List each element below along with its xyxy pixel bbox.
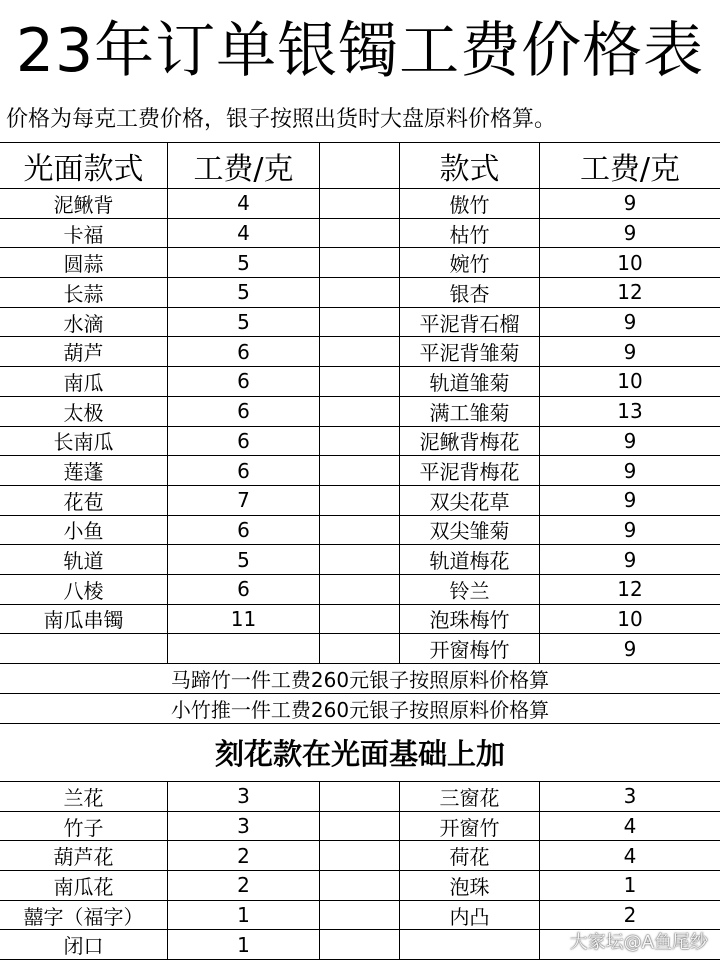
fee-value: 6 [168,337,320,366]
table-row [0,901,720,931]
style-name: 葫芦花 [0,841,168,870]
style-name: 南瓜花 [0,871,168,900]
style-name: 闭口 [0,930,168,959]
fee-value: 7 [168,486,320,515]
style-name-2 [400,930,540,959]
fee-value: 3 [168,782,320,811]
fee-value-2: 9 [623,339,637,364]
table-header-row [0,143,720,189]
note-small-bamboo: 小竹推一件工费260元银子按照原料价格算 [170,698,550,722]
style-name-2: 平泥背雏菊 [400,337,540,366]
table-row [0,486,720,516]
pricing-note: 价格为每克工费价格，银子按照出货时大盘原料价格算。 [6,106,557,132]
style-name: 南瓜 [0,367,168,396]
style-name-2: 内凸 [400,901,540,930]
style-name: 圆蒜 [0,248,168,277]
table-row [0,605,720,635]
table-row [0,308,720,338]
fee-value-2: 10 [617,369,643,394]
fee-value-2: 9 [623,488,637,513]
fee-value-2: 9 [623,191,637,216]
style-name: 葫芦 [0,337,168,366]
fee-value: 6 [168,456,320,485]
note-mati-bamboo: 马蹄竹一件工费260元银子按照原料价格算 [170,668,550,692]
spacer [320,930,400,959]
style-name-2: 平泥背梅花 [400,456,540,485]
fee-value-2: 4 [623,814,637,839]
watermark: 大家坛@A鱼尾纱 [569,932,708,953]
style-name: 莲蓬 [0,456,168,485]
style-name-2: 平泥背石榴 [400,308,540,337]
fee-value: 6 [168,367,320,396]
engrave-section-title: 刻花款在光面基础上加 [214,737,505,771]
spacer [320,189,400,218]
fee-value: 2 [168,871,320,900]
spacer [320,308,400,337]
style-name: 囍字（福字） [0,901,168,930]
fee-value-2: 13 [617,399,643,424]
header-plain-style: 光面款式 [0,143,168,188]
spacer [320,397,400,426]
style-name-2: 双尖花草 [400,486,540,515]
section-row [0,724,720,782]
spacer [320,901,400,930]
spacer [320,516,400,545]
spacer [320,248,400,277]
style-name: 南瓜串镯 [0,605,168,634]
price-rows [0,189,720,664]
fee-value-2: 9 [623,428,637,453]
table-row [0,367,720,397]
table-row [0,812,720,842]
style-name-2: 婉竹 [400,248,540,277]
fee-value: 1 [168,930,320,959]
fee-value: 6 [168,427,320,456]
fee-value-2: 9 [623,517,637,542]
spacer [320,486,400,515]
spacer [320,575,400,604]
fee-value-2: 2 [623,903,637,928]
fee-value: 3 [168,812,320,841]
table-row [0,782,720,812]
spacer [320,337,400,366]
style-name: 水滴 [0,308,168,337]
style-name-2: 双尖雏菊 [400,516,540,545]
table-row [0,871,720,901]
fee-value: 5 [168,278,320,307]
table-row [0,337,720,367]
spacer [320,782,400,811]
fee-value-2: 12 [617,577,643,602]
style-name: 长南瓜 [0,427,168,456]
fee-value-2: 10 [617,250,643,275]
main-price-table [0,142,720,960]
table-row [0,248,720,278]
table-row [0,427,720,457]
style-name-2: 傲竹 [400,189,540,218]
spacer [320,367,400,396]
style-name-2: 泡珠梅竹 [400,605,540,634]
note-row [0,694,720,724]
spacer [320,278,400,307]
header-fee-per-gram: 工费/克 [168,143,320,188]
style-name: 轨道 [0,545,168,574]
table-row [0,278,720,308]
style-name: 长蒜 [0,278,168,307]
fee-value: 5 [168,248,320,277]
header-spacer [320,143,400,188]
style-name [0,634,168,663]
fee-value: 5 [168,308,320,337]
style-name: 太极 [0,397,168,426]
spacer [320,634,400,663]
spacer [320,427,400,456]
table-row [0,189,720,219]
table-row [0,219,720,249]
style-name-2: 铃兰 [400,575,540,604]
fee-value [168,634,320,663]
spacer [320,871,400,900]
fee-value-2: 9 [623,547,637,572]
fee-value: 5 [168,545,320,574]
fee-value: 2 [168,841,320,870]
fee-value-2: 9 [623,310,637,335]
fee-value: 4 [168,189,320,218]
style-name: 兰花 [0,782,168,811]
fee-value: 6 [168,516,320,545]
spacer [320,545,400,574]
fee-value: 4 [168,219,320,248]
style-name: 八棱 [0,575,168,604]
note-row [0,664,720,694]
header-style: 款式 [400,143,540,188]
fee-value: 11 [168,605,320,634]
style-name-2: 开窗梅竹 [400,634,540,663]
style-name: 花苞 [0,486,168,515]
style-name-2: 轨道雏菊 [400,367,540,396]
table-row [0,545,720,575]
header-fee-per-gram-2: 工费/克 [579,151,681,187]
fee-value: 1 [168,901,320,930]
fee-value-2: 10 [617,606,643,631]
spacer [320,812,400,841]
style-name-2: 银杏 [400,278,540,307]
style-name: 泥鳅背 [0,189,168,218]
spacer [320,456,400,485]
style-name: 小鱼 [0,516,168,545]
style-name-2: 开窗竹 [400,812,540,841]
fee-value-2: 3 [623,784,637,809]
spacer [320,841,400,870]
style-name-2: 荷花 [400,841,540,870]
style-name-2: 泥鳅背梅花 [400,427,540,456]
table-row [0,841,720,871]
table-row [0,575,720,605]
fee-value-2: 9 [623,458,637,483]
spacer [320,219,400,248]
table-row [0,516,720,546]
fee-value-2: 12 [617,280,643,305]
fee-value-2: 9 [623,636,637,661]
style-name-2: 泡珠 [400,871,540,900]
table-row [0,456,720,486]
fee-value: 6 [168,397,320,426]
fee-value: 6 [168,575,320,604]
fee-value-2: 9 [623,221,637,246]
style-name-2: 枯竹 [400,219,540,248]
spacer [320,605,400,634]
style-name-2: 轨道梅花 [400,545,540,574]
table-row [0,397,720,427]
fee-value-2: 4 [623,843,637,868]
style-name: 竹子 [0,812,168,841]
table-row [0,634,720,664]
fee-value-2: 1 [623,873,637,898]
style-name-2: 三窗花 [400,782,540,811]
style-name: 卡福 [0,219,168,248]
sheet-title: 23年订单银镯工费价格表 [15,16,705,86]
style-name-2: 满工雏菊 [400,397,540,426]
